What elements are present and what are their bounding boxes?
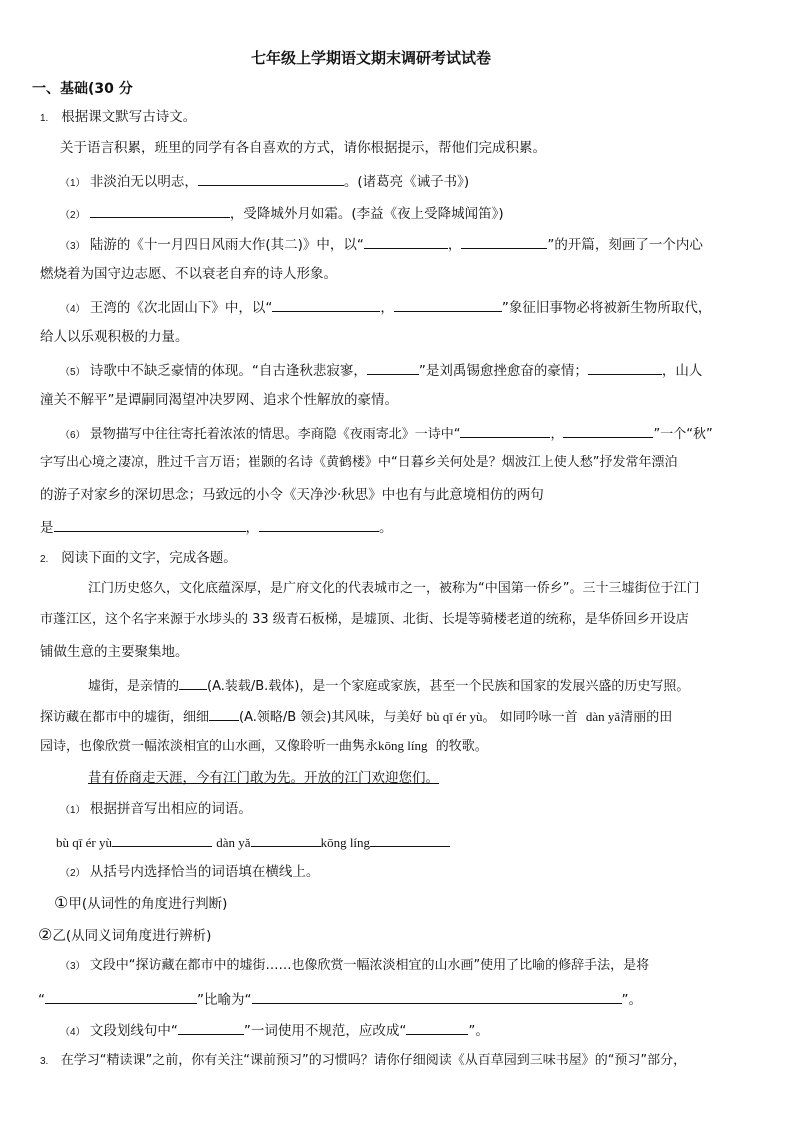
- answer-blank[interactable]: [198, 170, 344, 186]
- passage-text: (A.领略/B 领会)其风味，与美好: [239, 710, 423, 725]
- item-number: （5）: [60, 367, 86, 378]
- sub-question-3: [60, 956, 649, 977]
- item-number: （1）: [60, 178, 86, 189]
- item-text: ”是刘禹锡愈挫愈奋的豪情；: [418, 363, 588, 379]
- sub-question-3-cont: [38, 988, 642, 1010]
- item-text: 景物描写中往往寄托着浓浓的情思。李商隐《夜雨寄北》一诗中“: [89, 427, 461, 442]
- answer-blank[interactable]: [588, 359, 662, 375]
- item-1-2: [60, 202, 504, 226]
- sub-question-2b: [38, 925, 211, 946]
- sub-question-2: [60, 862, 319, 884]
- item-text: 文段划线句中“: [89, 1023, 178, 1039]
- pinyin-label: bù qī ér yù: [56, 835, 112, 850]
- item-text: ，: [380, 300, 394, 316]
- answer-blank[interactable]: [460, 422, 550, 438]
- answer-blank[interactable]: [370, 831, 450, 847]
- answer-blank[interactable]: [112, 831, 212, 847]
- item-number: （1）: [60, 805, 86, 816]
- item-text: 从括号内选择恰当的词语填在横线上。: [89, 864, 320, 880]
- item-1-5: [60, 359, 702, 383]
- pinyin-label: kōng líng: [320, 835, 371, 850]
- item-text: ”象征旧事物必将被新生物所取代，: [501, 300, 712, 316]
- answer-blank[interactable]: [251, 831, 321, 847]
- sub-question-2a: [54, 893, 227, 914]
- passage-line: 市蓬江区，这个名字来源于水埗头的 33 级青石板梯，是墟顶、北街、长堤等骑楼老道的统称，是华侨回乡开设店: [40, 612, 689, 627]
- answer-blank[interactable]: [364, 233, 448, 249]
- answer-blank[interactable]: [394, 296, 502, 312]
- underlined-sentence: [56, 768, 439, 788]
- passage-text: 清丽的田: [620, 710, 673, 725]
- item-text: 是: [40, 520, 54, 536]
- answer-blank[interactable]: [209, 705, 239, 721]
- answer-blank[interactable]: [563, 422, 653, 438]
- item-text: ，: [447, 237, 462, 253]
- item-number: （2）: [60, 210, 86, 221]
- sub-question-4: [60, 1019, 489, 1043]
- item-text: “: [38, 992, 45, 1008]
- item-number: （3）: [60, 241, 86, 252]
- answer-blank[interactable]: [272, 296, 380, 312]
- item-number: （6）: [60, 430, 86, 441]
- pinyin-label: dàn yǎ: [216, 835, 251, 850]
- item-text: ”一词使用不规范，应改成“: [243, 1023, 407, 1039]
- circled-number: ①: [54, 893, 69, 912]
- item-text: 王湾的《次北固山下》中，以“: [89, 300, 273, 316]
- item-text: ”一个“秋”: [653, 427, 713, 442]
- answer-blank[interactable]: [90, 202, 230, 218]
- item-text: ”比喻为“: [197, 992, 252, 1008]
- item-text: ”。: [468, 1023, 489, 1039]
- item-text: ，受降城外月如霜。(李益《夜上受降城闻笛》): [229, 206, 504, 222]
- item-number: （4）: [60, 1027, 86, 1038]
- item-1-6-cont-1: 字写出心境之凄凉，胜过千言万语；崔颢的名诗《黄鹤楼》中“日暮乡关何处是？烟波江上使人愁”抒发常年漂泊: [40, 455, 678, 470]
- answer-blank[interactable]: [178, 1019, 244, 1035]
- pinyin-text: kōng líng: [378, 738, 428, 753]
- question-1-stem: [40, 107, 196, 129]
- item-text: ”。: [621, 992, 642, 1008]
- item-text: ，山人: [661, 363, 703, 379]
- item-number: （2）: [60, 868, 86, 879]
- item-text: 诗歌中不缺乏豪情的体现。“自古逢秋悲寂寥，: [89, 363, 367, 379]
- passage-text: (A.装载/B.载体)，是一个家庭或家族，甚至一个民族和国家的发展兴盛的历史写照。: [207, 679, 690, 694]
- answer-blank[interactable]: [179, 674, 207, 690]
- item-number: （3）: [60, 961, 86, 972]
- pinyin-text: dàn yǎ: [585, 709, 621, 724]
- item-1-6-cont-3: [40, 516, 393, 538]
- answer-blank[interactable]: [54, 516, 246, 532]
- item-1-6-cont-2: 的游子对家乡的深切思念；马致远的小令《天净沙·秋思》中也有与此意境相仿的两句: [40, 487, 544, 503]
- item-1-4-cont: 给人以乐观积极的力量。: [40, 329, 189, 345]
- question-3-stem: [40, 1051, 686, 1072]
- item-text: ”的开篇，刻画了一个内心: [547, 237, 703, 253]
- question-number: 1.: [40, 113, 49, 124]
- item-1-3-cont: 燃烧着为国守边志愿、不以衰老自弃的诗人形象。: [40, 266, 337, 282]
- item-text: 陆游的《十一月四日风雨大作(其二)》中，以“: [89, 237, 364, 253]
- passage-text: 探访藏在都市中的墟街，细细: [40, 710, 210, 725]
- pinyin-text: bù qī ér yù: [426, 709, 483, 724]
- underlined-text: 昔有侨商走天涯，今有江门敢为先。开放的江门欢迎您们。: [88, 770, 439, 786]
- item-text: 。: [379, 520, 393, 536]
- passage-text: 的牧歌。: [435, 739, 488, 754]
- passage-line: [88, 674, 689, 697]
- item-text: 。(诸葛亮《诫子书》): [343, 174, 470, 190]
- item-text: ，: [245, 520, 259, 536]
- page-title: 七年级上学期语文期末调研考试试卷: [251, 49, 492, 67]
- sub-question-1: [60, 799, 252, 821]
- answer-blank[interactable]: [367, 359, 419, 375]
- question-number: 3.: [40, 1056, 49, 1067]
- item-text: ，: [550, 427, 564, 442]
- passage-line: 铺做生意的主要聚集地。: [40, 644, 189, 660]
- item-1-1: [60, 170, 469, 194]
- question-text: 根据课文默写古诗文。: [61, 109, 197, 125]
- answer-blank[interactable]: [252, 988, 622, 1004]
- answer-blank[interactable]: [259, 516, 379, 532]
- item-number: （4）: [60, 304, 86, 315]
- item-1-4: [60, 296, 711, 320]
- item-1-5-cont: 潼关不解平”是谭嗣同渴望冲决罗网、追求个性解放的豪情。: [40, 392, 398, 408]
- answer-blank[interactable]: [406, 1019, 468, 1035]
- circled-number: ②: [38, 925, 53, 944]
- item-1-3: [60, 233, 703, 257]
- question-text: 阅读下面的文字，完成各题。: [61, 550, 237, 566]
- item-text: 甲(从词性的角度进行判断): [68, 896, 228, 912]
- question-2-stem: [40, 548, 237, 570]
- passage-line: [40, 736, 488, 757]
- item-text: 非淡泊无以明志，: [89, 174, 198, 190]
- answer-blank[interactable]: [45, 988, 197, 1004]
- section-heading: 一、基础(30 分: [32, 81, 133, 97]
- question-text: 在学习“精读课”之前，你有关注“课前预习”的习惯吗？请你仔细阅读《从百草园到三味书屋》的“预习”部分，: [60, 1053, 687, 1068]
- passage-text: 墟街，是亲情的: [88, 679, 180, 694]
- answer-blank[interactable]: [461, 233, 547, 249]
- item-1-6: [60, 422, 713, 446]
- question-1-intro: 关于语言积累，班里的同学有各自喜欢的方式，请你根据提示，帮他们完成积累。: [60, 140, 546, 156]
- question-number: 2.: [40, 554, 49, 565]
- passage-text: 。 如同吟咏一首: [482, 710, 578, 725]
- pinyin-answers: [56, 831, 450, 853]
- passage-line: 江门历史悠久，文化底蕴深厚，是广府文化的代表城市之一，被称为“中国第一侨乡”。三十三墟街位于江门: [88, 581, 700, 596]
- item-text: 根据拼音写出相应的词语。: [89, 801, 252, 817]
- passage-text: 园诗，也像欣赏一幅浓淡相宜的山水画，又像聆听一曲隽永: [40, 739, 379, 754]
- item-text: 乙(从同义词角度进行辨析): [52, 928, 212, 944]
- item-text: 文段中“探访藏在都市中的墟街……也像欣赏一幅浓淡相宜的山水画”使用了比喻的修辞手法，是将: [89, 958, 650, 973]
- passage-line: [40, 705, 672, 728]
